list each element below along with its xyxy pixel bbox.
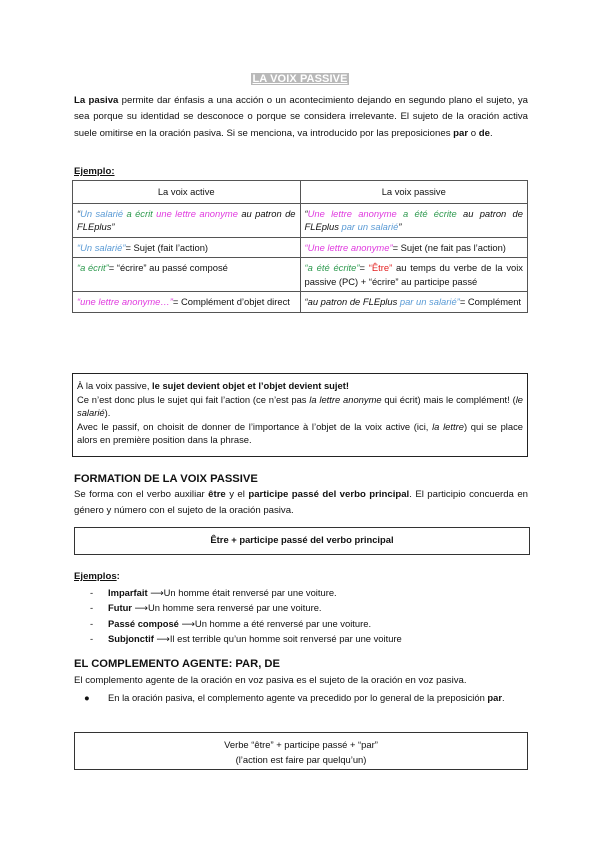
note-line-2: Ce n’est donc plus le sujet qui fait l’action (ce n’est pas la lettre anonyme qui écrit) mais le complément! (le salarié). xyxy=(77,393,523,418)
cell-active-verb: “a écrit”= “écrire” au passé composé xyxy=(73,258,301,292)
table-row xyxy=(73,258,528,292)
agent-paragraph: El complemento agente de la oración en voz pasiva es el sujeto de la oración en voz pasiva. xyxy=(74,675,467,686)
header-passive: La voix passive xyxy=(300,181,528,204)
list-item: - Subjonctif ⟶Il est terrible qu’un homme soit renversé par une voiture xyxy=(90,633,402,645)
cell-passive-complement: “au patron de FLEplus par un salarié”= Complément xyxy=(300,292,528,313)
formation-paragraph: Se forma con el verbo auxiliar être y el participe passé del verbo principal. El participio concuerda en género y número con el sujeto de la oración pasiva. xyxy=(74,489,528,516)
cell-active-sentence: “Un salarié a écrit une lettre anonyme au patron de FLEplus” xyxy=(73,203,301,237)
formation-formula-box: Être + participe passé del verbo principal xyxy=(74,527,530,555)
cell-active-subject: “Un salarié”= Sujet (fait l’action) xyxy=(73,237,301,258)
examples-list xyxy=(90,585,402,647)
table-row xyxy=(73,203,528,237)
formation-heading: FORMATION DE LA VOIX PASSIVE xyxy=(74,473,258,485)
header-active: La voix active xyxy=(73,181,301,204)
agent-bullet: ● En la oración pasiva, el complemento agente va precedido por lo general de la preposición par. xyxy=(80,690,528,706)
note-box xyxy=(72,373,528,457)
table-header-row xyxy=(73,181,528,204)
cell-passive-sentence: “Une lettre anonyme a été écrite au patron de FLEplus par un salarié” xyxy=(300,203,528,237)
examples-label: Ejemplos: xyxy=(74,571,120,582)
cell-passive-verb: “a été écrite”= “Être” au temps du verbe de la voix passive (PC) + “écrire” au participe passé xyxy=(300,258,528,292)
agent-formula-line: Verbe “être” + participe passé + “par” xyxy=(224,739,378,750)
cell-passive-subject: “Une lettre anonyme”= Sujet (ne fait pas l’action) xyxy=(300,237,528,258)
agent-formula-note: (l’action est faire par quelqu’un) xyxy=(235,754,367,765)
agent-heading: EL COMPLEMENTO AGENTE: PAR, DE xyxy=(74,658,280,670)
table-row xyxy=(73,292,528,313)
note-line-1: À la voix passive, le sujet devient objet et l’objet devient sujet! xyxy=(77,380,349,391)
list-item: - Imparfait ⟶Un homme était renversé par une voiture. xyxy=(90,587,337,598)
example-label: Ejemplo: xyxy=(74,166,115,177)
bullet-icon: ● xyxy=(84,692,90,703)
comparison-table xyxy=(72,180,528,313)
note-line-3: Avec le passif, on choisit de donner de l’importance à l’objet de la voix active (ici, la lettre) qui se place alors en première position dans la phrase. xyxy=(77,420,523,445)
table-row xyxy=(73,237,528,258)
list-item: - Passé composé ⟶Un homme a été renversé par une voiture. xyxy=(90,617,372,629)
list-item: - Futur ⟶Un homme sera renversé par une voiture. xyxy=(90,602,322,614)
agent-formula-box xyxy=(74,732,528,770)
page-title: LA VOIX PASSIVE xyxy=(252,73,348,85)
intro-paragraph: La pasiva permite dar énfasis a una acción o un acontecimiento dejando en segundo plano el sujeto, ya sea porque su identidad se desconoce o porque se considera irrelevante. El sujeto de la oración activa suele omitirse en la oración pasiva. Si se menciona, va introducido por las preposiciones par o de. xyxy=(74,95,528,139)
cell-active-object: “une lettre anonyme…”= Complément d’objet direct xyxy=(73,292,301,313)
